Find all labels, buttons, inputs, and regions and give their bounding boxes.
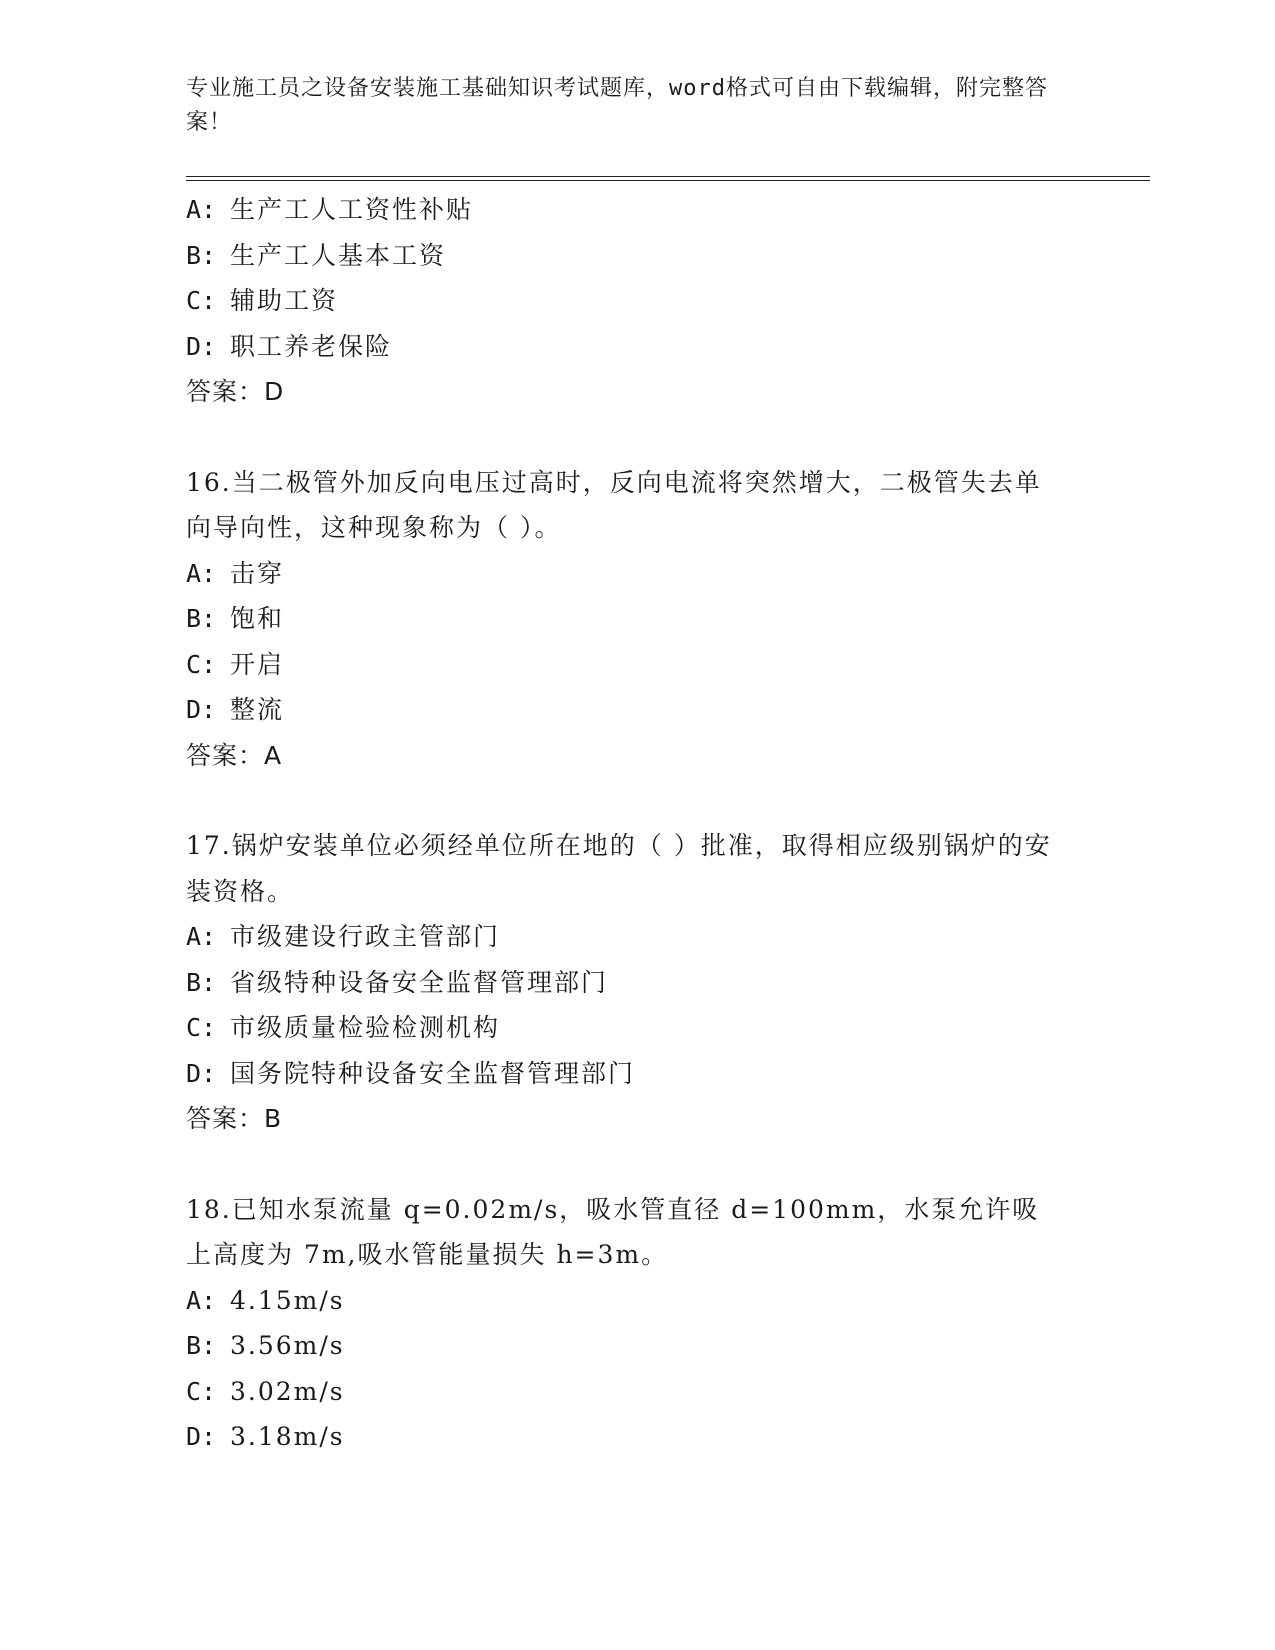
option-letter: B: [186, 967, 217, 997]
option-a [186, 914, 1146, 960]
option-c [186, 278, 1146, 324]
option-d [186, 324, 1146, 370]
question-16 [186, 460, 1146, 779]
spacer [186, 778, 1146, 823]
question-18 [186, 1187, 1146, 1460]
option-text: 整流 [230, 695, 285, 724]
option-text: 生产工人工资性补贴 [230, 195, 474, 224]
option-text: 职工养老保险 [230, 331, 393, 361]
option-letter: C: [186, 1376, 217, 1406]
question-15 [186, 187, 1146, 415]
option-letter: B: [186, 604, 217, 633]
option-letter: C: [186, 649, 217, 679]
option-d [186, 687, 1146, 733]
option-letter: A: [186, 195, 217, 224]
option-letter: A: [186, 1285, 217, 1315]
option-letter: D: [186, 695, 217, 724]
option-text: 击穿 [230, 558, 285, 588]
answer-line: 答案：D [186, 377, 285, 406]
option-c [186, 1005, 1146, 1051]
option-letter: B: [186, 240, 217, 270]
option-text: 开启 [230, 649, 285, 679]
option-c [186, 1369, 1146, 1415]
option-text: 辅助工资 [230, 286, 339, 315]
option-b [186, 1323, 1146, 1369]
option-a [186, 187, 1146, 233]
option-text: 3.56m/s [230, 1331, 345, 1360]
option-text: 饱和 [230, 604, 285, 633]
question-stem: 17.锅炉安装单位必须经单位所在地的（ ）批准，取得相应级别锅炉的安装资格。 [186, 831, 1052, 906]
option-b [186, 596, 1146, 642]
question-stem: 16.当二极管外加反向电压过高时，反向电流将突然增大，二极管失去单向导向性，这种现象称为（ ）。 [186, 467, 1042, 542]
spacer [186, 1142, 1146, 1187]
option-text: 市级质量检验检测机构 [230, 1013, 501, 1042]
option-text: 4.15m/s [230, 1285, 345, 1315]
spacer [186, 415, 1146, 460]
question-list [186, 187, 1146, 1460]
question-17 [186, 823, 1146, 1142]
option-text: 国务院特种设备安全监督管理部门 [230, 1058, 636, 1088]
document-header: 专业施工员之设备安装施工基础知识考试题库，word格式可自由下载编辑，附完整答案！ [186, 76, 1048, 135]
option-letter: A: [186, 922, 217, 951]
option-c [186, 642, 1146, 688]
question-stem: 18.已知水泵流量 q=0.02m/s，吸水管直径 d=100mm，水泵允许吸上高度为 7m,吸水管能量损失 h=3m。 [186, 1194, 1040, 1269]
option-b [186, 233, 1146, 279]
answer-line: 答案：A [186, 740, 283, 770]
option-d [186, 1051, 1146, 1097]
option-a [186, 1278, 1146, 1324]
option-d [186, 1414, 1146, 1460]
option-text: 省级特种设备安全监督管理部门 [230, 967, 609, 997]
option-text: 3.18m/s [230, 1422, 345, 1451]
header-divider [186, 176, 1150, 181]
option-letter: C: [186, 1013, 217, 1042]
option-b [186, 960, 1146, 1006]
answer-line: 答案：B [186, 1104, 283, 1133]
option-text: 3.02m/s [230, 1376, 345, 1406]
option-text: 市级建设行政主管部门 [230, 922, 501, 951]
option-text: 生产工人基本工资 [230, 240, 447, 270]
option-letter: A: [186, 558, 217, 588]
option-letter: C: [186, 286, 217, 315]
option-letter: D: [186, 331, 217, 361]
option-letter: D: [186, 1422, 217, 1451]
option-letter: B: [186, 1331, 217, 1360]
option-a [186, 551, 1146, 597]
option-letter: D: [186, 1058, 217, 1088]
